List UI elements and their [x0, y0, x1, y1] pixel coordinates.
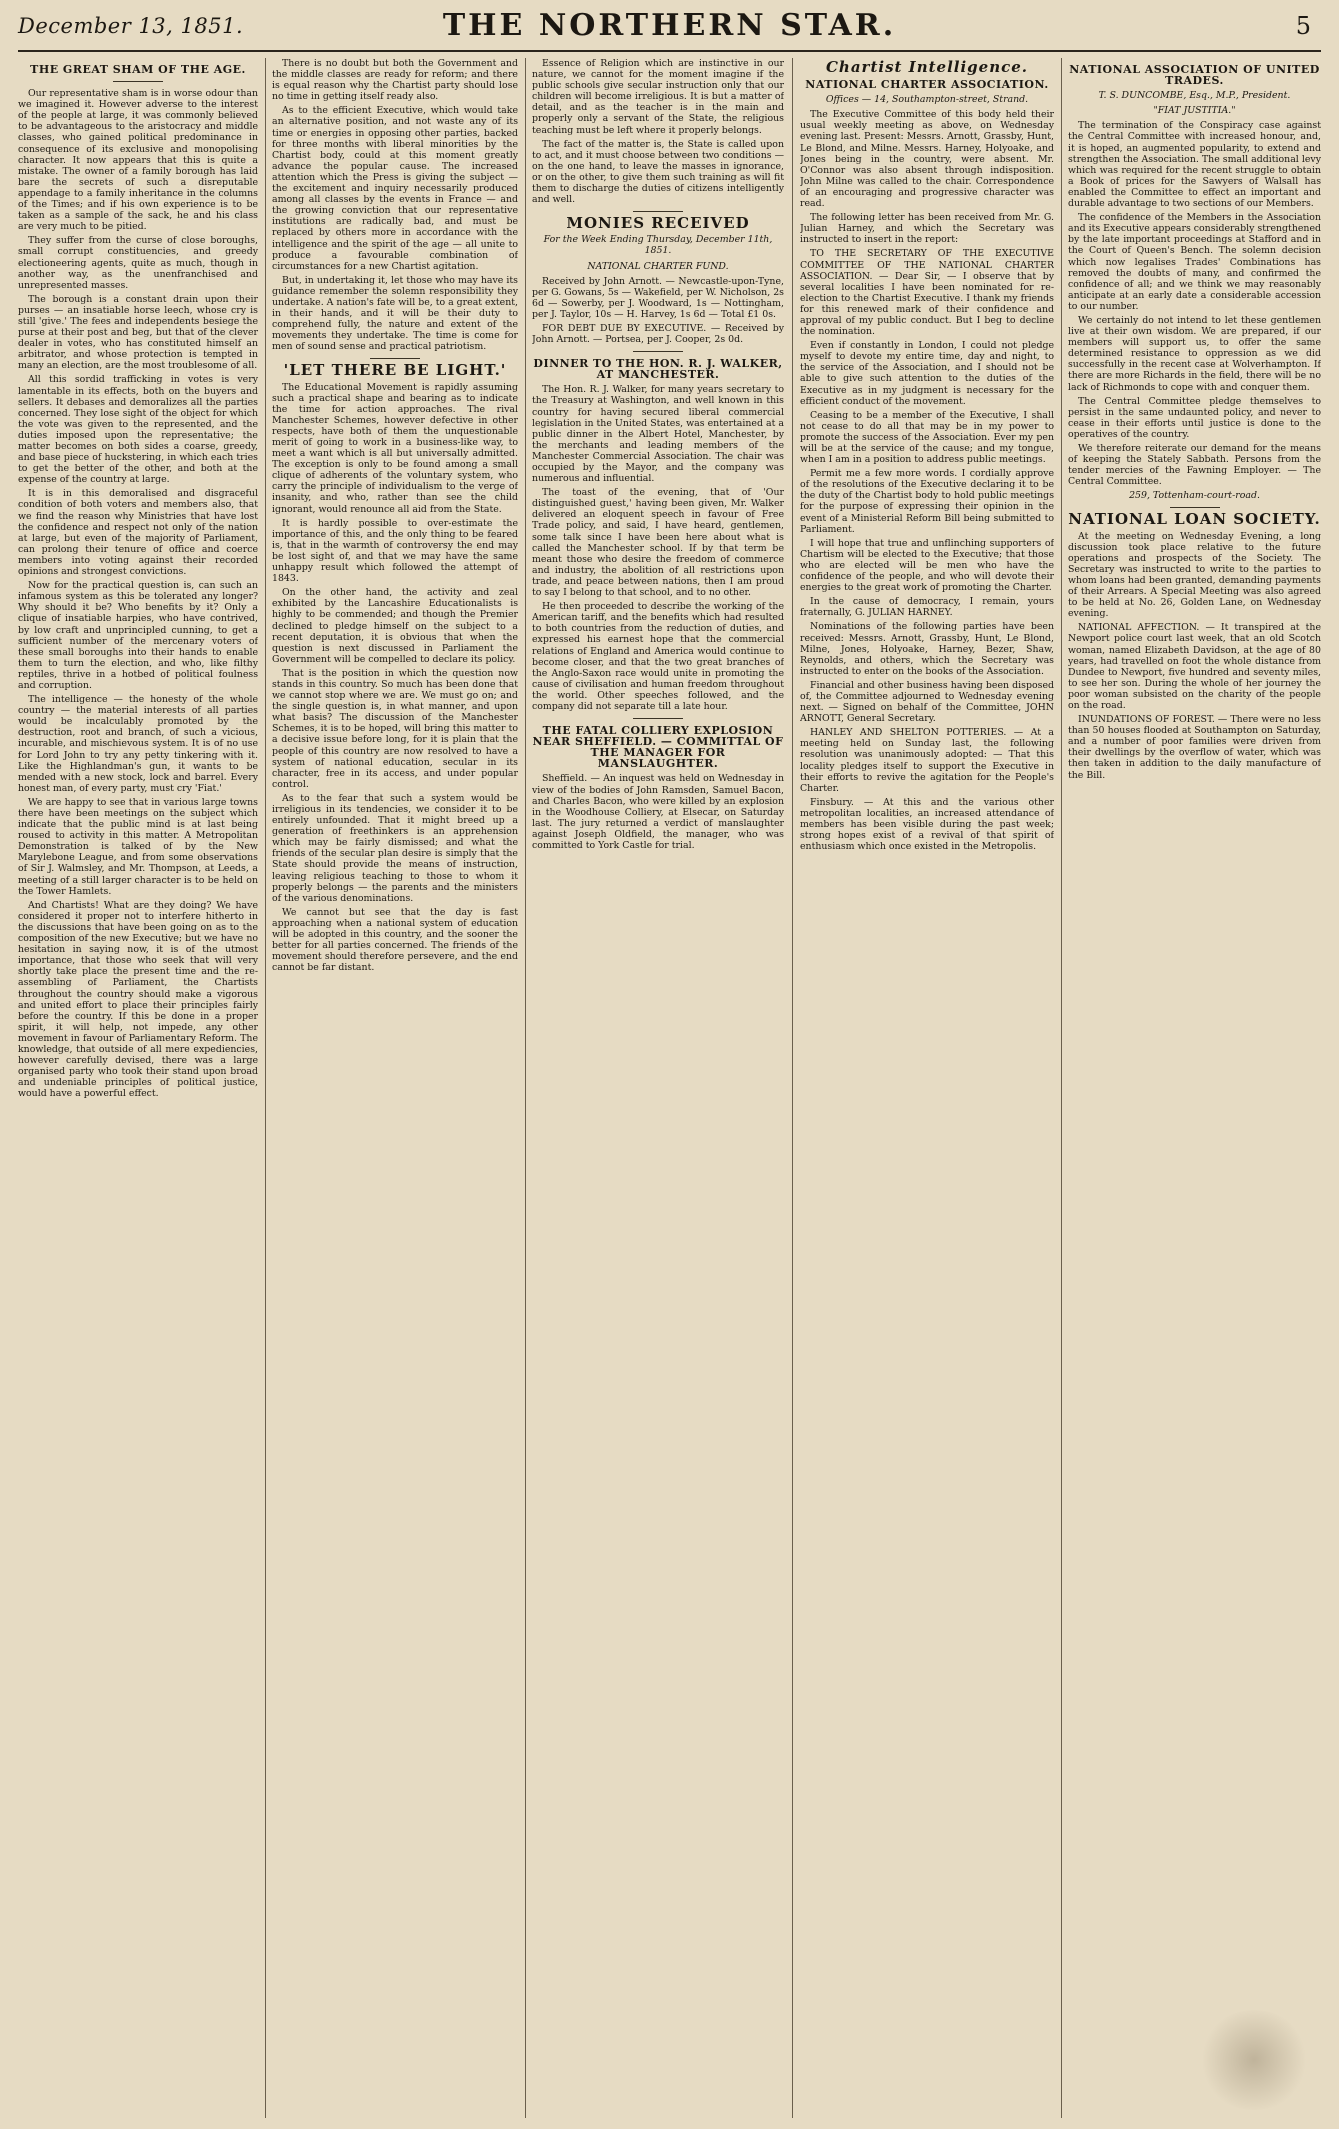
paragraph: They suffer from the curse of close boroughs, small corrupt constituencies, and greedy electioneering agents, quite as much, though in another way, as the unenfranchised and unrepresented masses. — [18, 235, 258, 291]
paragraph: As to the fear that such a system would be irreligious in its tendencies, we consider it to be entirely unfounded. That it might breed up a generation of freethinkers is an apprehension which may be fairly dismissed; and what the friends of the secular plan desire is simply that the State should provide the means of instruction, leaving religious teaching to those to whom it properly belongs — the parents and the ministers of the various denominations. — [272, 792, 518, 904]
paragraph: Even if constantly in London, I could not pledge myself to devote my entire time, day and night, to the service of the Association, and I should not be able to give such attention to the duties of the Executive as in my judgment is necessary for the efficient conduct of the movement. — [800, 340, 1054, 407]
divider — [1170, 507, 1220, 508]
paragraph: In the cause of democracy, I remain, yours fraternally, G. JULIAN HARNEY. — [800, 596, 1054, 619]
paragraph: Nominations of the following parties have been received: Messrs. Arnott, Grassby, Hunt, Le Blond, Milne, Jones, Holyoake, Harney, Bezer, Shaw, Reynolds, and others, which the Secretary was instructed to enter on the books of the Association. — [800, 621, 1054, 677]
column-divider — [265, 58, 266, 2118]
paragraph: INUNDATIONS OF FOREST. — There were no less than 50 houses flooded at Southampton on Saturday, and a number of poor families were driven from their dwellings by the overflow of water, which was then taken in addition to the daily manufacture of the Bill. — [1068, 714, 1321, 781]
paragraph: At the meeting on Wednesday Evening, a long discussion took place relative to the future operations and prospects of the Society. The Secretary was instructed to write to the parties to whom loans had been granted, demanding payments of their Arrears. A Special Meeting was also agreed to be held at No. 26, Golden Lane, on Wednesday evening. — [1068, 530, 1321, 620]
article-title: 'LET THERE BE LIGHT.' — [283, 361, 507, 380]
header-rule — [18, 50, 1321, 52]
paragraph: That is the position in which the question now stands in this country. So much has been done that we cannot stop where we are. We must go on; and the single question is, in what manner, and upon what basis? The discussion of the Manchester Schemes, it is to be hoped, will bring this matter to a decisive issue before long, for it is plain that the people of this country are now resolved to have a system of national education, secular in its character, free in its access, and under popular control. — [272, 667, 518, 790]
paragraph: The intelligence — the honesty of the whole country — the material interests of all parties would be incalculably promoted by the destruction, root and branch, of such a vicious, incurable, and mischievous system. It is of no use for Lord John to try any petty tinkering with it. Like the Highlandman's gun, it wants to be mended with a new stock, lock and barrel. Every honest man, of every party, must cry 'Fiat.' — [18, 694, 258, 794]
paragraph: It is in this demoralised and disgraceful condition of both voters and members also, that we find the reason why Ministries that have lost the confidence and respect not only of the nation at large, but even of the majority of Parliament, can prolong their tenure of office and coerce members into voting against their recorded opinions and strongest convictions. — [18, 488, 258, 578]
president-line: T. S. DUNCOMBE, Esq., M.P., President. — [1098, 90, 1291, 102]
paragraph: We therefore reiterate our demand for the means of keeping the Stately Sabbath. Persons from the tender mercies of the Fawning Employer. — The Central Committee. — [1068, 443, 1321, 488]
address: 259, Tottenham-court-road. — [1129, 490, 1260, 502]
section-title: MONIES RECEIVED — [566, 214, 750, 233]
section-subtitle: For the Week Ending Thursday, December 11th, 1851. — [543, 234, 773, 257]
paragraph: I will hope that true and unflinching supporters of Chartism will be elected to the Executive; that those who are elected will be men who have the confidence of the people, and who will devote their energies to the great work of promoting the Charter. — [800, 537, 1054, 594]
paragraph: Finsbury. — At this and the various other metropolitan localities, an increased attendance of members has been visible during the past week; strong hopes exist of a revival of that spirit of enthusiasm which once existed in the Metropolis. — [800, 796, 1054, 853]
issue-date: December 13, 1851. — [18, 14, 244, 38]
divider — [370, 358, 420, 359]
paragraph: NATIONAL AFFECTION. — It transpired at the Newport police court last week, that an old Scotch woman, named Elizabeth Davidson, at the age of 80 years, had travelled on foot the whole distance from Dundee to Newport, five hundred and seventy miles, to see her son. During the whole of her journey the poor woman subsisted on the charity of the people on the road. — [1068, 622, 1321, 711]
paragraph: The confidence of the Members in the Association and its Executive appears considerably strengthened by the late important proceedings at Stafford and in the Court of Queen's Bench. The solemn decision which now legalises Trades' Combinations has removed the doubts of many, and confirmed the confidence of all; and we think we may reasonably anticipate at an early date a considerable accession to our number. — [1068, 212, 1321, 312]
divider — [633, 211, 683, 212]
paragraph: Now for the practical question is, can such an infamous system as this be tolerated any longer? Why should it be? Who benefits by it? Only a clique of insatiable harpies, who have contrived, by low craft and unprincipled cunning, to get a sufficient number of the mercenary voters of these small boroughs into their hands to enable them to turn the election, and who, like filthy reptiles, thrive in a hotbed of political foulness and corruption. — [18, 580, 258, 691]
paragraph: He then proceeded to describe the working of the American tariff, and the benefits which had resulted to both countries from the reduction of duties, and expressed his earnest hope that the commercial relations of England and America would continue to become closer, and that the two great branches of the Anglo-Saxon race would unite in promoting the cause of civilisation and human freedom throughout the world. Other speeches followed, and the company did not separate till a late hour. — [532, 601, 784, 712]
divider — [633, 351, 683, 352]
paragraph: On the other hand, the activity and zeal exhibited by the Lancashire Educationalists is highly to be commended; and though the Premier declined to pledge himself on the subject to a recent deputation, it is obvious that when the question is next discussed in Parliament the Government will be compelled to declare its policy. — [272, 587, 518, 665]
paragraph: The Central Committee pledge themselves to persist in the same undaunted policy, and never to cease in their efforts until justice is done to the operatives of the country. — [1068, 395, 1321, 440]
paragraph: And Chartists! What are they doing? We have considered it proper not to interfere hitherto in the discussions that have been going on as to the composition of the new Executive; but we have no hesitation in saying now, it is of the utmost importance, that those who seek that will very shortly take place the present time and the re-assembling of Parliament, the Chartists throughout the country should make a vigorous and united effort to place their principles fairly before the country. If this be done in a proper spirit, it will help, not impede, any other movement in favour of Parliamentary Reform. The knowledge, that outside of all mere expediencies, however carefully devised, there was a large organised party who took their stand upon broad and undeniable principles of political justice, would have a powerful effect. — [18, 899, 258, 1100]
paragraph: The Executive Committee of this body held their usual weekly meeting as above, on Wednesday evening last. Present: Messrs. Arnott, Grassby, Hunt, Le Blond, and Milne. Messrs. Harney, Holyoake, and Jones being in the country, were absent. Mr. O'Connor was also absent through indisposition. John Milne was called to the chair. Correspondence of an encouraging and progressive character was read. — [800, 109, 1054, 210]
page-header — [18, 8, 1321, 44]
fund-title: NATIONAL CHARTER FUND. — [587, 260, 729, 272]
paragraph: Permit me a few more words. I cordially approve of the resolutions of the Executive declaring it to be the duty of the Chartist body to hold public meetings for the purpose of expressing their opinion in the event of a Ministerial Reform Bill being submitted to Parliament. — [800, 468, 1054, 535]
paragraph: Financial and other business having been disposed of, the Committee adjourned to Wednesday evening next. — Signed on behalf of the Committee, JOHN ARNOTT, General Secretary. — [800, 679, 1054, 725]
column-5 — [1068, 58, 1321, 2118]
article-title: THE FATAL COLLIERY EXPLOSION NEAR SHEFFIELD. — COMMITTAL OF THE MANAGER FOR MANSLAUGHTER. — [532, 724, 784, 771]
article-title: NATIONAL CHARTER ASSOCIATION. — [805, 78, 1049, 92]
paragraph: Sheffield. — An inquest was held on Wednesday in view of the bodies of John Ramsden, Samuel Bacon, and Charles Bacon, who were killed by an explosion in the Woodhouse Colliery, at Elsecar, on Saturday last. The jury returned a verdict of manslaughter against Joseph Oldfield, the manager, who was committed to York Castle for trial. — [532, 773, 784, 851]
paragraph: The termination of the Conspiracy case against the Central Committee with increased honour, and, it is hoped, an augmented popularity, to extend and strengthen the Association. The small additional levy which was required for the recent struggle to obtain a Book of prices for the Sawyers of Walsall has enabled the Committee to effect an important and durable advantage to two sections of our Members. — [1068, 120, 1321, 210]
paragraph: There is no doubt but both the Government and the middle classes are ready for reform; and there is equal reason why the Chartist party should lose no time in getting itself ready also. — [272, 58, 518, 103]
paragraph: The Educational Movement is rapidly assuming such a practical shape and bearing as to indicate the time for action approaches. The rival Manchester Schemes, however defective in other respects, have both of them the unquestionable merit of going to work in a business-like way, to meet a want which is all but universally admitted. The exception is only to be found among a small clique of adherents of the voluntary system, who carry the principle of individualism to the verge of insanity, and who, rather than see the child ignorant, would renounce all aid from the State. — [272, 381, 518, 515]
paragraph: The following letter has been received from Mr. G. Julian Harney, and which the Secretary was instructed to insert in the report: — [800, 212, 1054, 246]
paragraph: The borough is a constant drain upon their purses — an insatiable horse leech, whose cry is still 'give.' The fees and independents besiege the purse at their post and beg, but that of the clever dealer in votes, who has constituted himself an arbitrator, and whose protection is tempted in many an election, are the most troublesome of all. — [18, 293, 258, 372]
column-divider — [525, 58, 526, 2118]
paragraph: Received by John Arnott. — Newcastle-upon-Tyne, per G. Gowans, 5s — Wakefield, per W. Nicholson, 2s 6d — Sowerby, per J. Woodward, 1s — Nottingham, per J. Taylor, 10s — H. Harvey, 1s 6d — Total £1 0s. — [532, 275, 784, 320]
column-3 — [532, 58, 784, 2118]
paper-stain — [1199, 2010, 1309, 2110]
paragraph: But, in undertaking it, let those who may have its guidance remember the solemn responsibility they undertake. A nation's fate will be, to a great extent, in their hands, and it will be their duty to comprehend fully, the nature and extent of the movements they undertake. The time is come for men of sound sense and practical patriotism. — [272, 274, 518, 353]
column-4 — [800, 58, 1054, 2118]
paragraph: Ceasing to be a member of the Executive, I shall not cease to do all that may be in my power to promote the success of the Association. Ever my pen will be at the service of the cause; and my tongue, when I am in a position to address public meetings. — [800, 409, 1054, 466]
paragraph: TO THE SECRETARY OF THE EXECUTIVE COMMITTEE OF THE NATIONAL CHARTER ASSOCIATION. — Dear Sir, — I observe that by several localities I have been nominated for re-election to the Chartist Executive. I thank my friends for this renewed mark of their confidence and approval of my public conduct. But I beg to decline the nomination. — [800, 248, 1054, 338]
column-2 — [272, 58, 518, 2118]
divider — [113, 81, 163, 82]
paragraph: We are happy to see that in various large towns there have been meetings on the subject which indicate that the public mind is at last being roused to activity in this matter. A Metropolitan Demonstration is talked of by the New Marylebone League, and from some observations of Sir J. Walmsley, and Mr. Thompson, at Leeds, a meeting of a still larger character is to be held on the Tower Hamlets. — [18, 796, 258, 897]
paragraph: It is hardly possible to over-estimate the importance of this, and the only thing to be feared is, that in the warmth of controversy the end may be lost sight of, and that we may have the same unhappy result which followed the attempt of 1843. — [272, 517, 518, 585]
paragraph: Our representative sham is in worse odour than we imagined it. However adverse to the interest of the people at large, it was commonly believed to be advantageous to the aristocracy and middle classes, who gained political predominance in consequence of its exclusive and monopolising character. It now appears that this is quite a mistake. The owner of a family borough has laid bare the secrets of such a disreputable appendage to a family inheritance in the columns of the Times; and if his own experience is to be taken as a sample of the sack, he and his class are very much to be pitied. — [18, 88, 258, 233]
divider — [633, 718, 683, 719]
paragraph: We cannot but see that the day is fast approaching when a national system of education will be adopted in this country, and the sooner the better for all parties concerned. The friends of the movement should therefore persevere, and the end cannot be far distant. — [272, 906, 518, 974]
article-title: NATIONAL ASSOCIATION OF UNITED TRADES. — [1069, 63, 1320, 88]
masthead: THE NORTHERN STAR. — [442, 8, 897, 43]
column-divider — [1061, 58, 1062, 2118]
paragraph: As to the efficient Executive, which would take an alternative position, and not waste any of its time or energies in opposing other parties, backed for three months with liberal minorities by the Chartist body, could at this moment greatly advance the popular cause. The increased attention which the Press is giving the subject — the excitement and inquiry necessarily produced among all classes by the events in France — and the growing conviction that our representative institutions are radically bad, and must be replaced by others more in accordance with the intelligence and the spirit of the age — all unite to produce a favourable combination of circumstances for a new Chartist agitation. — [272, 105, 518, 272]
article-title: DINNER TO THE HON. R. J. WALKER, AT MANCHESTER. — [533, 357, 783, 382]
paragraph: We certainly do not intend to let these gentlemen live at their own wisdom. We are prepared, if our members will support us, to offer the same determined resistance to oppression as we did successfully in the recent case at Wolverhampton. If there are more Richards in the field, there will be no lack of Richmonds to cope with and conquer them. — [1068, 314, 1321, 393]
article-subtitle: Offices — 14, Southampton-street, Strand. — [825, 94, 1029, 106]
motto: "FIAT JUSTITIA." — [1153, 105, 1236, 117]
page-number: 5 — [1295, 12, 1311, 40]
column-1 — [18, 58, 258, 2118]
paragraph: HANLEY AND SHELTON POTTERIES. — At a meeting held on Sunday last, the following resolution was unanimously adopted: — That this locality pledges itself to support the Executive in their efforts to revive the agitation for the People's Charter. — [800, 727, 1054, 794]
article-title: THE GREAT SHAM OF THE AGE. — [30, 63, 246, 76]
paragraph: All this sordid trafficking in votes is very lamentable in its effects, both on the buyers and sellers. It debases and demoralizes all the parties concerned. They lose sight of the object for which the vote was given to the represented, and the duties imposed upon the representative; the matter becomes on both sides a coarse, greedy, and base piece of huckstering, in which each tries to get the better of the other, and both at the expense of the country at large. — [18, 374, 258, 486]
paragraph: Essence of Religion which are instinctive in our nature, we cannot for the moment imagine if the public schools give secular instruction only that our children will become irreligious. It is but a matter of detail, and as the teacher is in the main and properly only a servant of the State, the religious teaching must be left where it properly belongs. — [532, 58, 784, 136]
paragraph: FOR DEBT DUE BY EXECUTIVE. — Received by John Arnott. — Portsea, per J. Cooper, 2s 0d. — [532, 322, 784, 346]
paragraph: The toast of the evening, that of 'Our distinguished guest,' having been given, Mr. Walker delivered an eloquent speech in favour of Free Trade policy, and said, I have heard, gentlemen, some talk since I have been here about what is called the Manchester school. If by that term be meant those who desire the freedom of commerce and industry, the abolition of all restrictions upon trade, and peace between nations, then I am proud to say I belong to that school, and to no other. — [532, 487, 784, 599]
section-title: Chartist Intelligence. — [825, 58, 1028, 76]
article-title: NATIONAL LOAN SOCIETY. — [1068, 510, 1321, 529]
paragraph: The fact of the matter is, the State is called upon to act, and it must choose between two conditions — on the one hand, to leave the masses in ignorance, or on the other, to give them such training as will fit them to discharge the duties of citizens intelligently and well. — [532, 138, 784, 206]
paragraph: The Hon. R. J. Walker, for many years secretary to the Treasury at Washington, and well known in this country for having secured liberal commercial legislation in the United States, was entertained at a public dinner in the Albert Hotel, Manchester, by the merchants and leading members of the Manchester Commercial Association. The chair was occupied by the Mayor, and the company was numerous and influential. — [532, 384, 784, 485]
column-divider — [792, 58, 793, 2118]
